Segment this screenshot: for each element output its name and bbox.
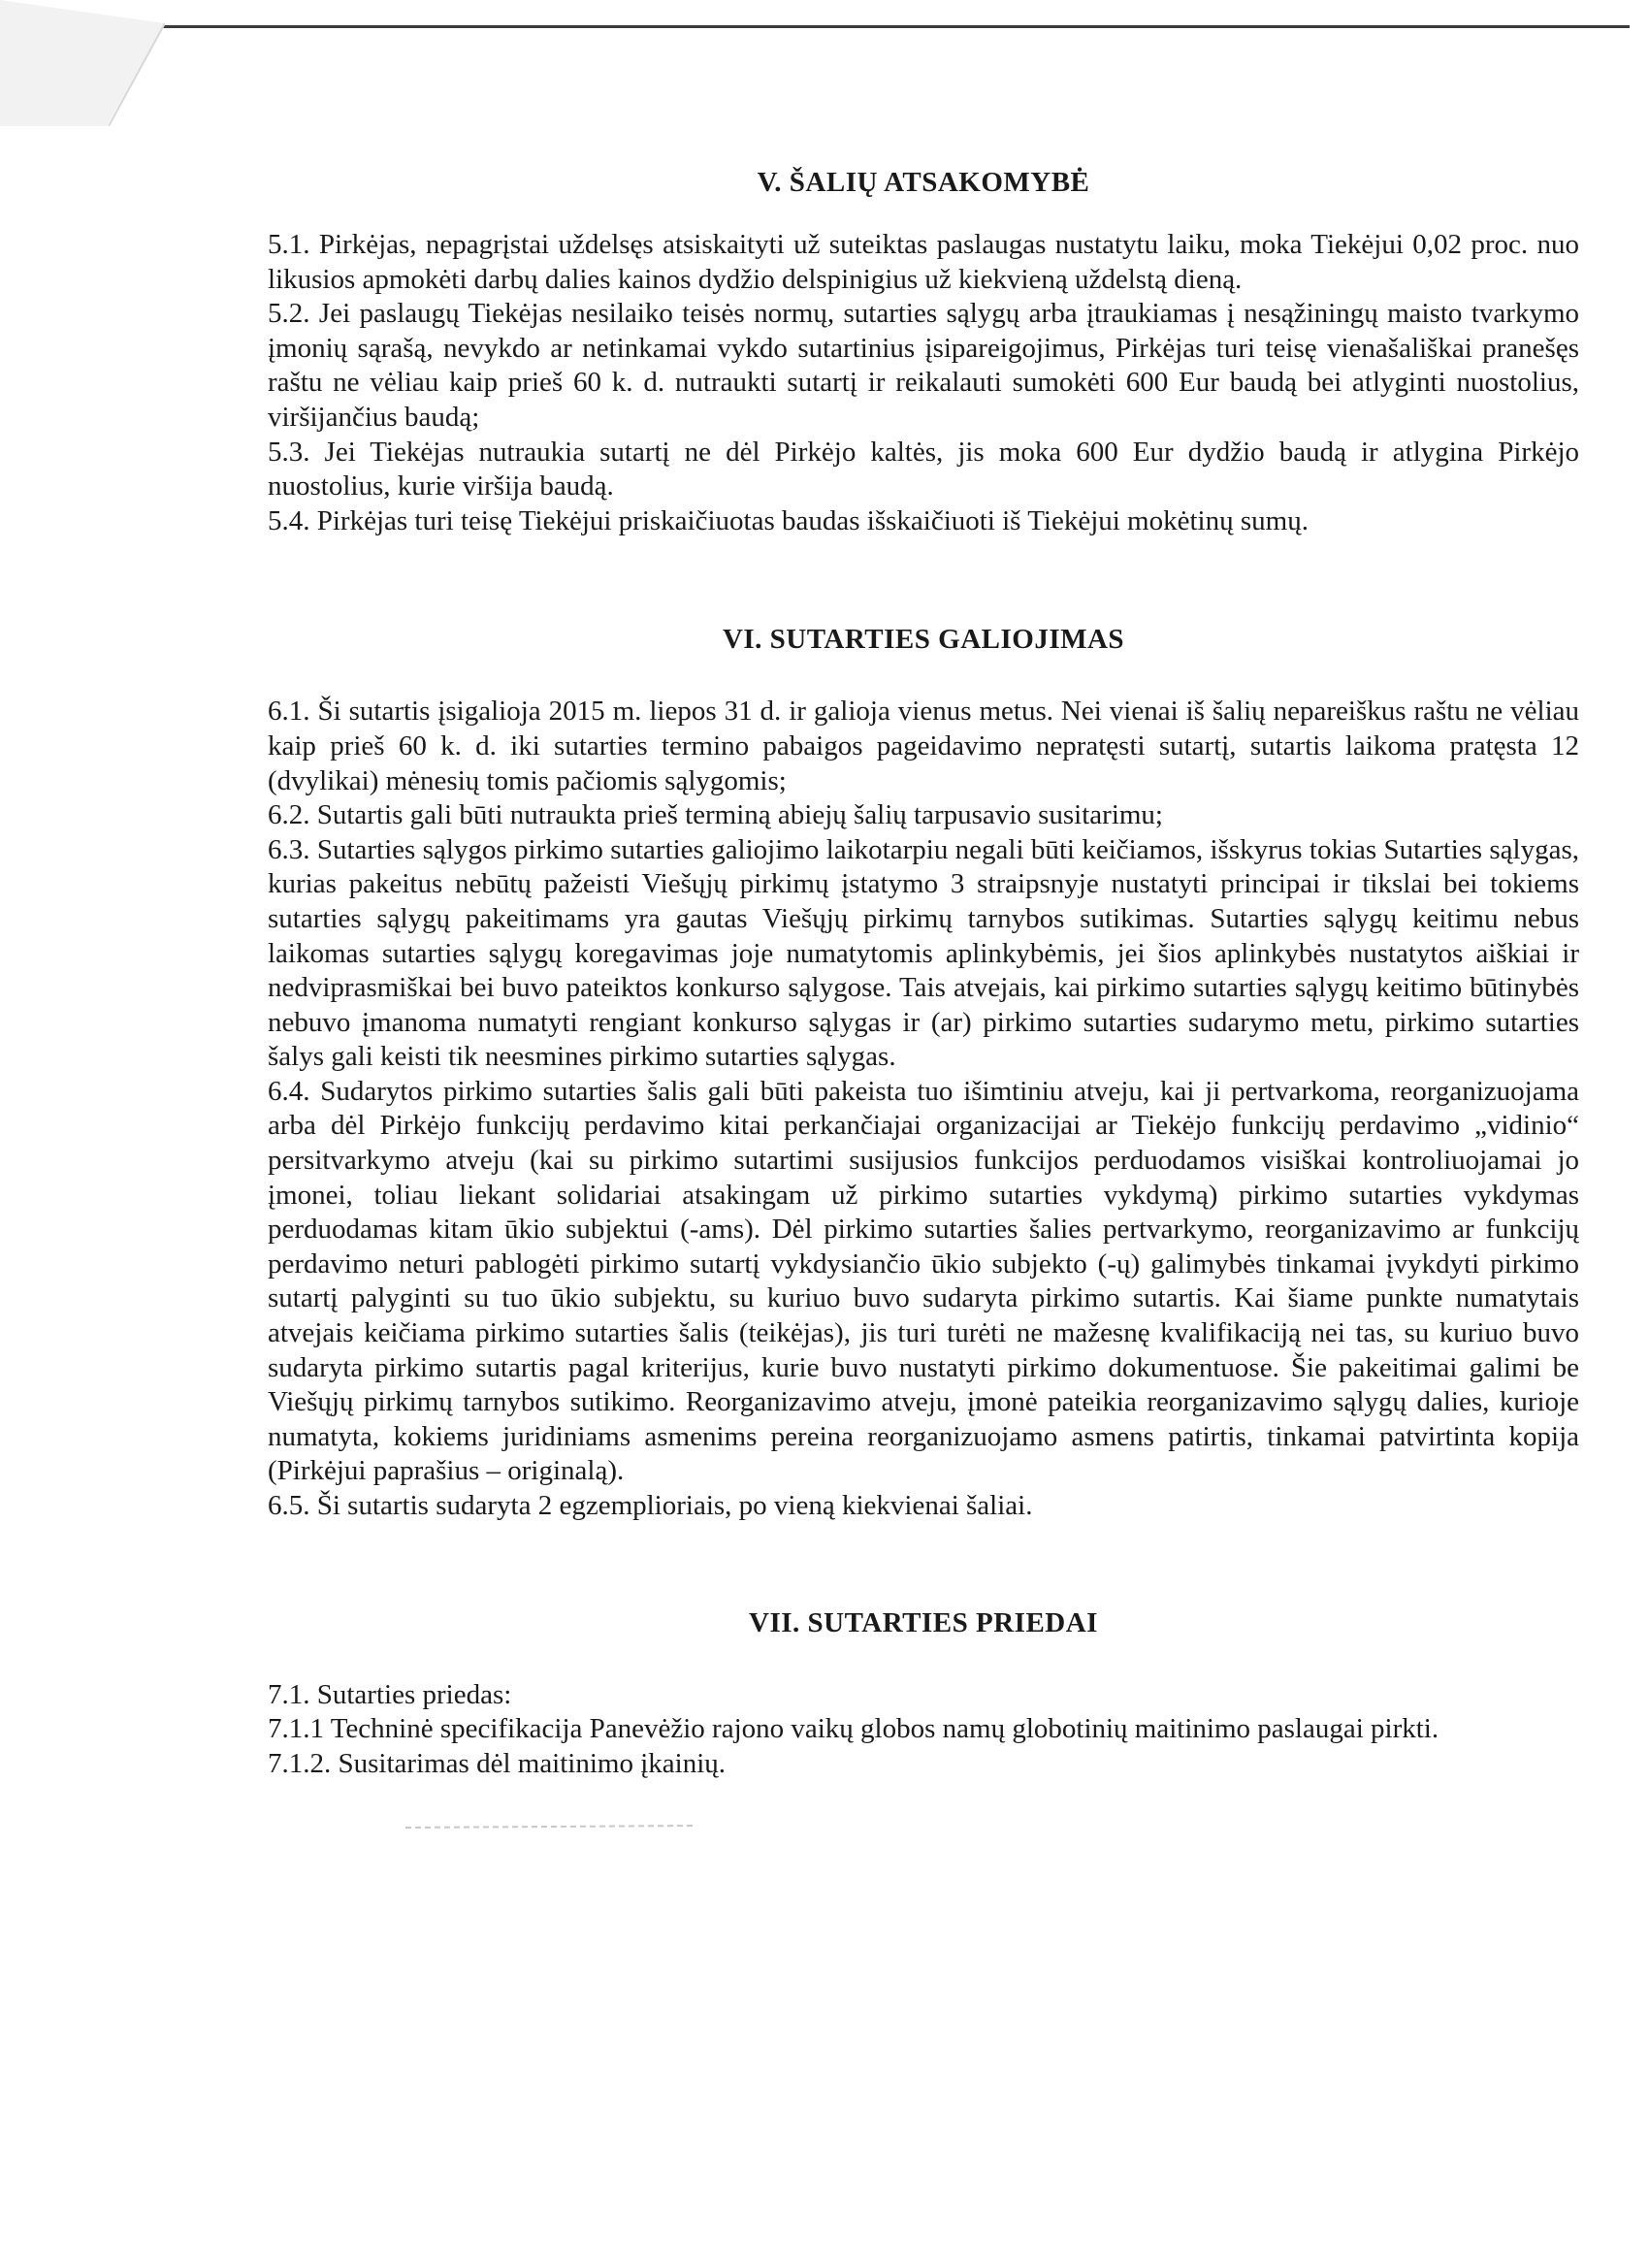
- clause-5-1: 5.1. Pirkėjas, nepagrįstai uždelsęs atsiskaityti už suteiktas paslaugas nustatytu laiku, moka Tiekėjui 0,02 proc. nuo likusios apmokėti darbų dalies kainos dydžio delspinigius už kiekvieną uždelstą dieną.: [268, 229, 1579, 295]
- clause-6-3: 6.3. Sutarties sąlygos pirkimo sutarties galiojimo laikotarpiu negali būti keičiamos, išskyrus tokias Sutarties sąlygas, kurias pakeitus nebūtų pažeisti Viešųjų pirkimų įstatymo 3 straipsnyje nustatyti principai ir tikslai bei tokiems sutarties sąlygų pakeitimams yra gautas Viešųjų pirkimų tarnybos sutikimas. Sutarties sąlygų keitimu nebus laikomas sutarties sąlygų koregavimas joje numatytomis aplinkybėmis, jei šios aplinkybės nustatytos aiškiai ir nedviprasmiškai bei buvo pateiktos konkurso sąlygose. Tais atvejais, kai pirkimo sutarties sąlygų keitimo būtinybės nebuvo įmanoma numatyti rengiant konkurso sąlygas ir (ar) pirkimo sutarties sudarymo metu, pirkimo sutarties šalys gali keisti tik neesmines pirkimo sutarties sąlygas.: [268, 833, 1579, 1073]
- scan-corner-shadow: [0, 0, 165, 126]
- clause-6-4: 6.4. Sudarytos pirkimo sutarties šalis gali būti pakeista tuo išimtiniu atveju, kai ji pertvarkoma, reorganizuojama arba dėl Pirkėjo funkcijų perdavimo kitai perkančiajai organizacijai ar Tiekėjo funkcijų perdavimo „vidinio“ persitvarkymo atveju (kai su pirkimo sutartimi susijusios funkcijos perduodamos visiškai kontroliuojamai jo įmonei, toliau liekant solidariai atsakingam už pirkimo sutarties vykdymą) pirkimo sutarties vykdymas perduodamas kitam ūkio subjektui (-ams). Dėl pirkimo sutarties šalies pertvarkymo, reorganizavimo ar funkcijų perdavimo neturi pablogėti pirkimo sutartį vykdysiančio ūkio subjekto (-ų) galimybės tinkamai įvykdyti pirkimo sutartį palyginti su tuo ūkio subjektu, su kuriuo buvo sudaryta pirkimo sutartis. Kai šiame punkte numatytais atvejais keičiama pirkimo sutarties šalis (teikėjas), jis turi turėti ne mažesnę kvalifikaciją nei tas, su kuriuo buvo sudaryta pirkimo sutartis pagal kriterijus, kurie buvo nustatyti pirkimo dokumentuose. Šie pakeitimai galimi be Viešųjų pirkimų tarnybos sutikimo. Reorganizavimo atveju, įmonė pateikia reorganizavimo sąlygų dalies, kurioje numatyta, kokiems juridiniams asmenims pereina reorganizuojamo asmens patirtis, tinkamai patvirtinta kopija (Pirkėjui paprašius – originalą).: [268, 1075, 1579, 1487]
- section-title-vi: VI. SUTARTIES GALIOJIMAS: [722, 624, 1125, 656]
- section-title-v: V. ŠALIŲ ATSAKOMYBĖ: [757, 167, 1090, 198]
- scan-artifact-mark: [405, 1824, 696, 1831]
- clause-6-2: 6.2. Sutartis gali būti nutraukta prieš terminą abiejų šalių tarpusavio susitarimu;: [268, 799, 1163, 831]
- document-page: [268, 167, 1579, 2185]
- clause-5-3: 5.3. Jei Tiekėjas nutraukia sutartį ne dėl Pirkėjo kaltės, jis moka 600 Eur dydžio baudą ir atlygina Pirkėjo nuostolius, kurie viršija baudą.: [268, 436, 1579, 502]
- clause-7-1: 7.1. Sutarties priedas:: [268, 1678, 512, 1710]
- clause-6-1: 6.1. Ši sutartis įsigalioja 2015 m. liepos 31 d. ir galioja vienus metus. Nei vienai iš šalių nepareiškus raštu ne vėliau kaip prieš 60 k. d. iki sutarties termino pabaigos pageidavimo nepratęsti sutartį, sutartis laikoma pratęsta 12 (dvylikai) mėnesių tomis pačiomis sąlygomis;: [268, 696, 1579, 796]
- clause-7-1-1: 7.1.1 Techninė specifikacija Panevėžio rajono vaikų globos namų globotinių maitinimo paslaugai pirkti.: [268, 1713, 1439, 1745]
- clause-6-5: 6.5. Ši sutartis sudaryta 2 egzemplioriais, po vieną kiekvienai šaliai.: [268, 1490, 1033, 1521]
- clause-5-2: 5.2. Jei paslaugų Tiekėjas nesilaiko teisės normų, sutarties sąlygų arba įtraukiamas į nesąžiningų maisto tvarkymo įmonių sąrašą, nevykdo ar netinkamai vykdo sutartinius įsipareigojimus, Pirkėjas turi teisę vienašališkai pranešęs raštu ne vėliau kaip prieš 60 k. d. nutraukti sutartį ir reikalauti sumokėti 600 Eur baudą bei atlyginti nuostolius, viršijančius baudą;: [268, 298, 1579, 433]
- clause-7-1-2: 7.1.2. Susitarimas dėl maitinimo įkainių.: [268, 1747, 727, 1779]
- scan-top-edge: [163, 25, 1630, 28]
- section-title-vii: VII. SUTARTIES PRIEDAI: [749, 1606, 1098, 1638]
- clause-5-4: 5.4. Pirkėjas turi teisę Tiekėjui priskaičiuotas baudas išskaičiuoti iš Tiekėjui mokėtinų sumų.: [268, 504, 1309, 536]
